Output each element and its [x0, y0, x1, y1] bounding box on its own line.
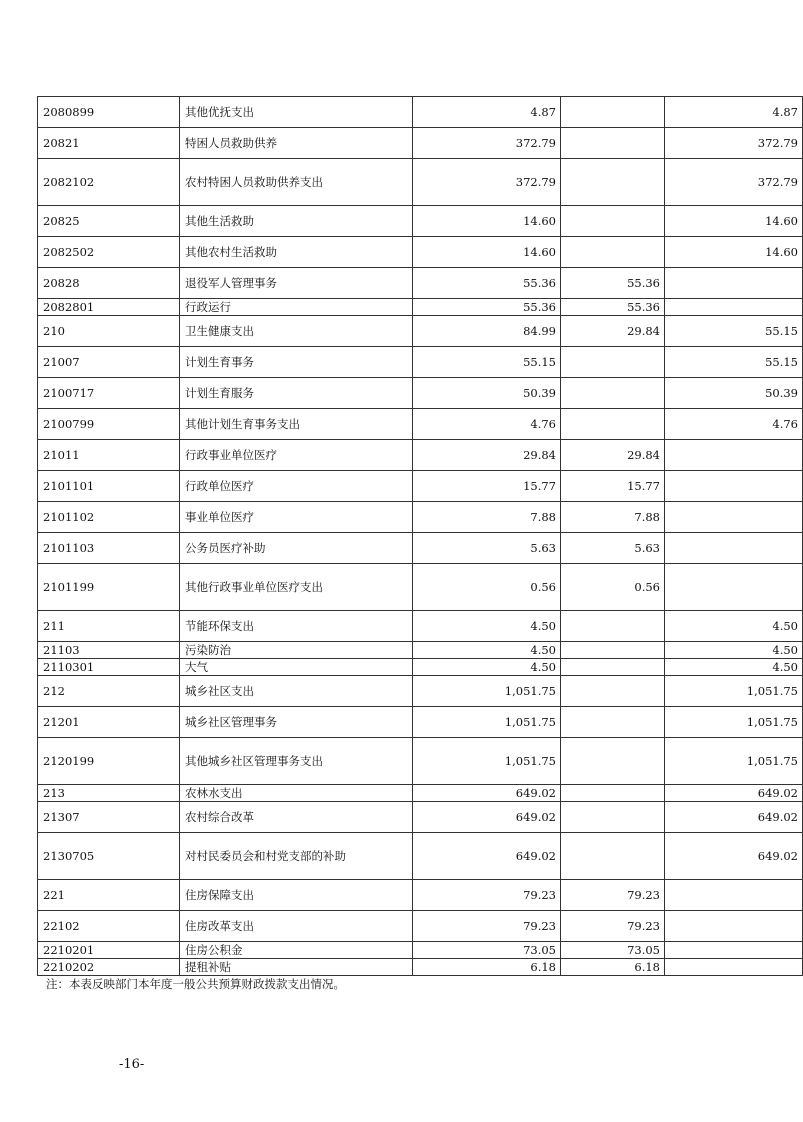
code-cell: 210 [38, 316, 180, 347]
code-cell: 2101199 [38, 564, 180, 611]
code-cell: 21103 [38, 642, 180, 659]
project-expense-cell [665, 471, 803, 502]
code-cell: 2210202 [38, 959, 180, 976]
name-cell: 住房公积金 [180, 942, 413, 959]
total-cell: 1,051.75 [413, 738, 561, 785]
project-expense-cell [665, 959, 803, 976]
project-expense-cell: 1,051.75 [665, 707, 803, 738]
project-expense-cell: 372.79 [665, 159, 803, 206]
table-row [38, 97, 803, 128]
total-cell: 55.36 [413, 299, 561, 316]
code-cell: 2101102 [38, 502, 180, 533]
table-row [38, 268, 803, 299]
basic-expense-cell: 29.84 [561, 440, 665, 471]
code-cell: 22102 [38, 911, 180, 942]
basic-expense-cell: 55.36 [561, 268, 665, 299]
basic-expense-cell: 79.23 [561, 911, 665, 942]
code-cell: 2101103 [38, 533, 180, 564]
project-expense-cell [665, 268, 803, 299]
table-row [38, 642, 803, 659]
table-note: 注：本表反映部门本年度一般公共预算财政拨款支出情况。 [46, 977, 345, 991]
code-cell: 2101101 [38, 471, 180, 502]
total-cell: 55.15 [413, 347, 561, 378]
total-cell: 79.23 [413, 880, 561, 911]
total-cell: 4.50 [413, 659, 561, 676]
basic-expense-cell: 79.23 [561, 880, 665, 911]
project-expense-cell [665, 533, 803, 564]
project-expense-cell: 55.15 [665, 316, 803, 347]
name-cell: 行政运行 [180, 299, 413, 316]
code-cell: 212 [38, 676, 180, 707]
basic-expense-cell [561, 802, 665, 833]
table-row [38, 159, 803, 206]
project-expense-cell [665, 880, 803, 911]
basic-expense-cell [561, 676, 665, 707]
basic-expense-cell [561, 611, 665, 642]
basic-expense-cell [561, 347, 665, 378]
name-cell: 其他行政事业单位医疗支出 [180, 564, 413, 611]
table-row [38, 440, 803, 471]
name-cell: 节能环保支出 [180, 611, 413, 642]
name-cell: 农村综合改革 [180, 802, 413, 833]
table-row [38, 533, 803, 564]
code-cell: 21007 [38, 347, 180, 378]
project-expense-cell: 55.15 [665, 347, 803, 378]
project-expense-cell: 4.50 [665, 642, 803, 659]
project-expense-cell: 1,051.75 [665, 676, 803, 707]
name-cell: 住房改革支出 [180, 911, 413, 942]
name-cell: 其他城乡社区管理事务支出 [180, 738, 413, 785]
name-cell: 其他农村生活救助 [180, 237, 413, 268]
code-cell: 221 [38, 880, 180, 911]
basic-expense-cell [561, 659, 665, 676]
code-cell: 2082801 [38, 299, 180, 316]
basic-expense-cell: 73.05 [561, 942, 665, 959]
project-expense-cell: 14.60 [665, 206, 803, 237]
table-row [38, 738, 803, 785]
table-row [38, 659, 803, 676]
total-cell: 372.79 [413, 128, 561, 159]
project-expense-cell: 649.02 [665, 833, 803, 880]
total-cell: 79.23 [413, 911, 561, 942]
basic-expense-cell [561, 833, 665, 880]
table-row [38, 911, 803, 942]
table-row [38, 676, 803, 707]
table-row [38, 942, 803, 959]
basic-expense-cell [561, 642, 665, 659]
name-cell: 其他生活救助 [180, 206, 413, 237]
code-cell: 20828 [38, 268, 180, 299]
name-cell: 计划生育事务 [180, 347, 413, 378]
table-row [38, 316, 803, 347]
total-cell: 649.02 [413, 802, 561, 833]
name-cell: 其他计划生育事务支出 [180, 409, 413, 440]
total-cell: 5.63 [413, 533, 561, 564]
page-number: -16- [119, 1057, 145, 1072]
code-cell: 20825 [38, 206, 180, 237]
budget-table [37, 96, 803, 976]
table-row [38, 833, 803, 880]
total-cell: 1,051.75 [413, 676, 561, 707]
name-cell: 大气 [180, 659, 413, 676]
table-row [38, 237, 803, 268]
basic-expense-cell [561, 785, 665, 802]
name-cell: 行政事业单位医疗 [180, 440, 413, 471]
code-cell: 2080899 [38, 97, 180, 128]
total-cell: 55.36 [413, 268, 561, 299]
name-cell: 提租补贴 [180, 959, 413, 976]
code-cell: 2100799 [38, 409, 180, 440]
name-cell: 其他优抚支出 [180, 97, 413, 128]
basic-expense-cell [561, 378, 665, 409]
total-cell: 1,051.75 [413, 707, 561, 738]
name-cell: 特困人员救助供养 [180, 128, 413, 159]
table-row [38, 378, 803, 409]
project-expense-cell [665, 440, 803, 471]
name-cell: 城乡社区管理事务 [180, 707, 413, 738]
total-cell: 14.60 [413, 206, 561, 237]
table-row [38, 299, 803, 316]
basic-expense-cell: 6.18 [561, 959, 665, 976]
basic-expense-cell [561, 409, 665, 440]
project-expense-cell: 372.79 [665, 128, 803, 159]
table-row [38, 409, 803, 440]
total-cell: 7.88 [413, 502, 561, 533]
table-row [38, 502, 803, 533]
code-cell: 211 [38, 611, 180, 642]
total-cell: 50.39 [413, 378, 561, 409]
code-cell: 21201 [38, 707, 180, 738]
code-cell: 2082502 [38, 237, 180, 268]
code-cell: 21011 [38, 440, 180, 471]
name-cell: 计划生育服务 [180, 378, 413, 409]
total-cell: 4.50 [413, 611, 561, 642]
project-expense-cell: 4.50 [665, 659, 803, 676]
basic-expense-cell [561, 237, 665, 268]
name-cell: 卫生健康支出 [180, 316, 413, 347]
project-expense-cell [665, 942, 803, 959]
project-expense-cell [665, 911, 803, 942]
total-cell: 4.50 [413, 642, 561, 659]
code-cell: 2110301 [38, 659, 180, 676]
name-cell: 农村特困人员救助供养支出 [180, 159, 413, 206]
code-cell: 2082102 [38, 159, 180, 206]
basic-expense-cell [561, 159, 665, 206]
table-row [38, 471, 803, 502]
code-cell: 2120199 [38, 738, 180, 785]
basic-expense-cell: 55.36 [561, 299, 665, 316]
name-cell: 住房保障支出 [180, 880, 413, 911]
name-cell: 城乡社区支出 [180, 676, 413, 707]
total-cell: 4.76 [413, 409, 561, 440]
total-cell: 6.18 [413, 959, 561, 976]
name-cell: 行政单位医疗 [180, 471, 413, 502]
project-expense-cell: 649.02 [665, 802, 803, 833]
basic-expense-cell [561, 128, 665, 159]
project-expense-cell [665, 299, 803, 316]
project-expense-cell: 4.76 [665, 409, 803, 440]
table-row [38, 802, 803, 833]
total-cell: 84.99 [413, 316, 561, 347]
basic-expense-cell [561, 97, 665, 128]
total-cell: 0.56 [413, 564, 561, 611]
project-expense-cell: 649.02 [665, 785, 803, 802]
code-cell: 2100717 [38, 378, 180, 409]
total-cell: 29.84 [413, 440, 561, 471]
project-expense-cell [665, 564, 803, 611]
name-cell: 农林水支出 [180, 785, 413, 802]
table-row [38, 347, 803, 378]
code-cell: 20821 [38, 128, 180, 159]
total-cell: 649.02 [413, 785, 561, 802]
total-cell: 649.02 [413, 833, 561, 880]
project-expense-cell: 4.50 [665, 611, 803, 642]
code-cell: 2210201 [38, 942, 180, 959]
code-cell: 213 [38, 785, 180, 802]
basic-expense-cell [561, 738, 665, 785]
table-row [38, 707, 803, 738]
total-cell: 73.05 [413, 942, 561, 959]
basic-expense-cell [561, 707, 665, 738]
total-cell: 372.79 [413, 159, 561, 206]
project-expense-cell [665, 502, 803, 533]
total-cell: 4.87 [413, 97, 561, 128]
name-cell: 对村民委员会和村党支部的补助 [180, 833, 413, 880]
table-row [38, 128, 803, 159]
project-expense-cell: 4.87 [665, 97, 803, 128]
name-cell: 退役军人管理事务 [180, 268, 413, 299]
table-row [38, 785, 803, 802]
name-cell: 公务员医疗补助 [180, 533, 413, 564]
basic-expense-cell: 29.84 [561, 316, 665, 347]
basic-expense-cell: 7.88 [561, 502, 665, 533]
table-body [38, 97, 803, 976]
basic-expense-cell [561, 206, 665, 237]
total-cell: 15.77 [413, 471, 561, 502]
table-row [38, 564, 803, 611]
basic-expense-cell: 5.63 [561, 533, 665, 564]
table-row [38, 880, 803, 911]
basic-expense-cell: 0.56 [561, 564, 665, 611]
basic-expense-cell: 15.77 [561, 471, 665, 502]
name-cell: 污染防治 [180, 642, 413, 659]
code-cell: 2130705 [38, 833, 180, 880]
table-row [38, 959, 803, 976]
table-row [38, 206, 803, 237]
table-row [38, 611, 803, 642]
code-cell: 21307 [38, 802, 180, 833]
total-cell: 14.60 [413, 237, 561, 268]
project-expense-cell: 1,051.75 [665, 738, 803, 785]
project-expense-cell: 50.39 [665, 378, 803, 409]
project-expense-cell: 14.60 [665, 237, 803, 268]
name-cell: 事业单位医疗 [180, 502, 413, 533]
